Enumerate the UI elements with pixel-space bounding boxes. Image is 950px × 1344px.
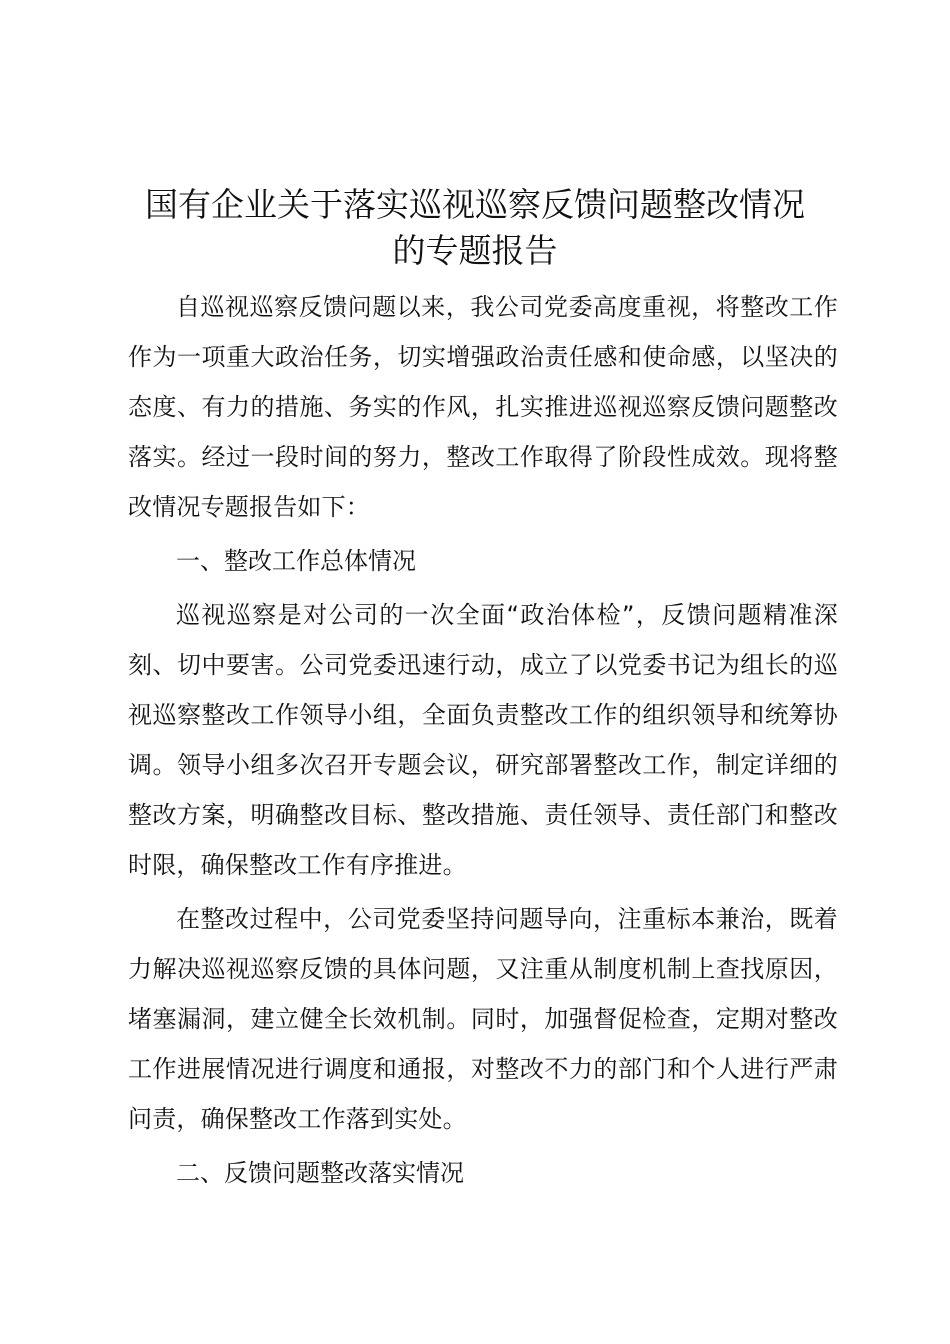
- body-paragraph-1: 巡视巡察是对公司的一次全面“政治体检”，反馈问题精准深刻、切中要害。公司党委迅速行动，成立了以党委书记为组长的巡视巡察整改工作领导小组，全面负责整改工作的组织领导和统筹协调。领导小组多次召开专题会议，研究部署整改工作，制定详细的整改方案，明确整改目标、整改措施、责任领导、责任部门和整改时限，确保整改工作有序推进。: [128, 601, 838, 879]
- section-heading-1: 一、整改工作总体情况: [176, 547, 416, 575]
- intro-paragraph: 自巡视巡察反馈问题以来，我公司党委高度重视，将整改工作作为一项重大政治任务，切实增强政治责任感和使命感，以坚决的态度、有力的措施、务实的作风，扎实推进巡视巡察反馈问题整改落实。经过一段时间的努力，整改工作取得了阶段性成效。现将整改情况专题报告如下：: [128, 293, 838, 521]
- document-title: [100, 182, 850, 274]
- section-heading-2: 二、反馈问题整改落实情况: [176, 1159, 464, 1187]
- body-paragraph-2: 在整改过程中，公司党委坚持问题导向，注重标本兼治，既着力解决巡视巡察反馈的具体问题，又注重从制度机制上查找原因，堵塞漏洞，建立健全长效机制。同时，加强督促检查，定期对整改工作进展情况进行调度和通报，对整改不力的部门和个人进行严肃问责，确保整改工作落到实处。: [128, 905, 838, 1133]
- title-line-2: 的专题报告: [392, 231, 558, 270]
- document-body: [128, 282, 838, 1198]
- title-line-1: 国有企业关于落实巡视巡察反馈问题整改情况: [145, 185, 805, 224]
